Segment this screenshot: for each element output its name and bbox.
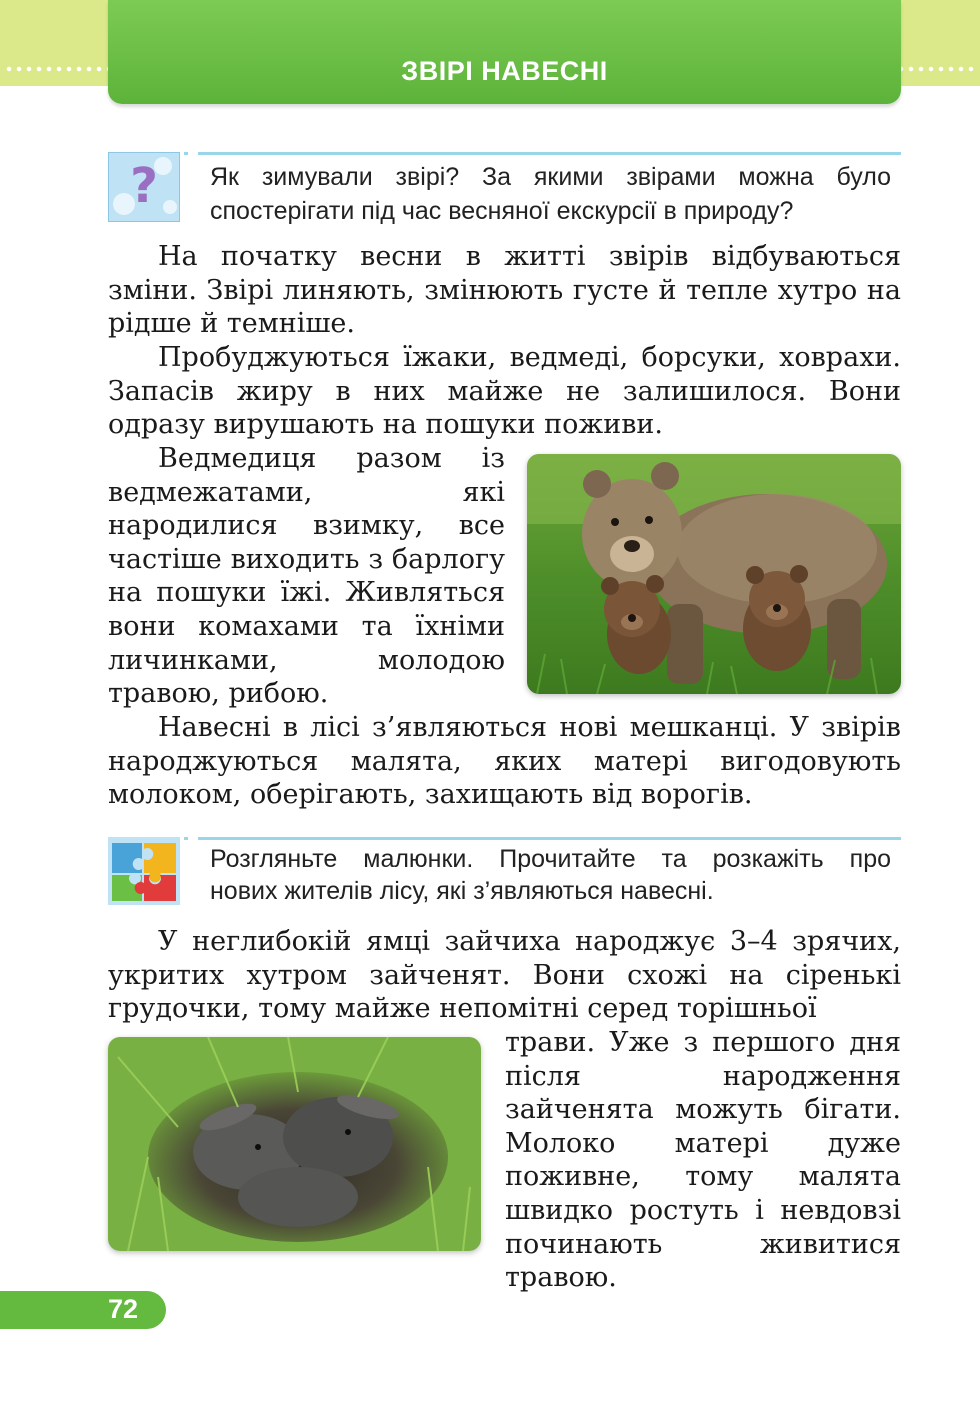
- task-rule: [198, 837, 901, 840]
- paragraph-bear: Ведмедиця разом із ведмежатами, які народилися взимку, все частіше виходить з барлогу на пошуки їжі. Живляться вони комахами та їхніми личинками, молодою травою, рибою.: [108, 443, 505, 710]
- question-line: Як зимували звірі? За якими звірами можна було: [210, 163, 891, 191]
- puzzle-task: [108, 837, 901, 909]
- header-side-band-left: [0, 0, 120, 86]
- header-dots-left: [4, 66, 114, 72]
- page-number-bar: [0, 1291, 166, 1329]
- task-rule: [198, 152, 901, 155]
- question-line: спостерігати під час весняної екскурсії в природу?: [210, 197, 794, 225]
- puzzle-icon: [108, 837, 180, 907]
- paragraph-hares-continued: трави. Уже з першого дня після народження зайченята можуть бігати. Молоко матері дуже поживне, тому малята швидко ростуть і невдовзі починають живитися травою.: [505, 1027, 901, 1294]
- question-task: [108, 152, 901, 232]
- paragraph-newborns: Навесні в лісі з’являються нові мешканці. У звірів народжуються малята, яких матері вигодовують молоком, оберігають, захищають від ворогів.: [108, 712, 901, 811]
- task-rule-short: [184, 837, 188, 840]
- paragraph-hares-intro: У неглибокій ямці зайчиха народжує 3–4 зрячих, укритих хутром зайченят. Вони схожі на сіренькі грудочки, тому майже непомітні серед торішньої: [108, 926, 901, 1025]
- svg-text:?: ?: [130, 158, 158, 214]
- question-mark-icon: [108, 152, 180, 222]
- baby-hares-photo: [108, 1037, 481, 1251]
- bear-with-cubs-photo: [527, 454, 901, 694]
- page-number: 72: [108, 1294, 139, 1324]
- puzzle-task-line: Розгляньте малюнки. Прочитайте та розкажіть про: [210, 845, 891, 873]
- puzzle-task-text: [210, 843, 891, 907]
- title-tab: [108, 0, 901, 104]
- task-rule-short: [184, 152, 188, 155]
- paragraph-awakening: Пробуджуються їжаки, ведмеді, борсуки, ховрахи. Запасів жиру в них майже не залишилося. Вони одразу вирушають на пошуки поживи.: [108, 342, 901, 441]
- page-title: ЗВІРІ НАВЕСНІ: [401, 56, 608, 86]
- puzzle-task-line: нових жителів лісу, які з’являються навесні.: [210, 877, 714, 905]
- paragraph-spring-changes: На початку весни в житті звірів відбуваються зміни. Звірі линяють, змінюють густе й тепле хутро на рідше й темніше.: [108, 241, 901, 340]
- question-text: [210, 160, 891, 228]
